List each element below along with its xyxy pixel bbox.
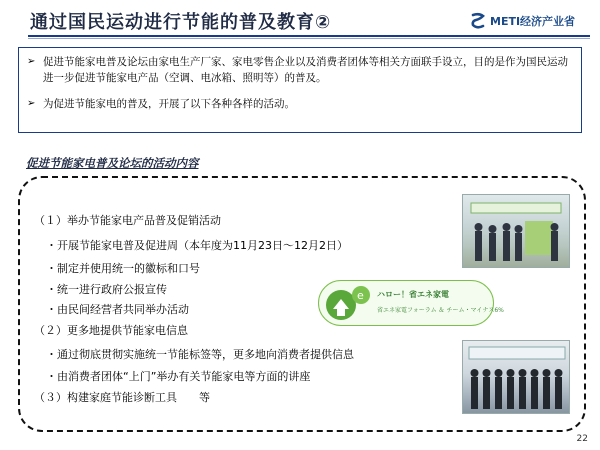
campaign-logo-subtext: 省エネ家電フォーラム ＆ チーム・マイナス6% bbox=[377, 307, 504, 314]
title-bar bbox=[0, 0, 600, 44]
title-underline-secondary bbox=[28, 38, 590, 39]
event-photo-bottom-image bbox=[463, 341, 570, 414]
activity-item: ・制定并使用统一的徽标和口号 bbox=[46, 262, 200, 275]
activity-item: ・通过彻底贯彻实施统一节能标签等，更多地向消费者提供信息 bbox=[46, 348, 354, 361]
campaign-logo-text: ハロー！省エネ家電 bbox=[377, 290, 449, 299]
section-heading: 促进节能家电普及论坛的活动内容 bbox=[26, 156, 199, 170]
summary-text: 为促进节能家电的普及，开展了以下各种各样的活动。 bbox=[43, 98, 295, 110]
svg-text:e: e bbox=[357, 289, 364, 302]
page-title: 通过国民运动进行节能的普及教育② bbox=[30, 12, 332, 33]
summary-item bbox=[27, 54, 573, 86]
activity-item: ・统一进行政府公报宣传 bbox=[46, 283, 167, 296]
summary-box bbox=[18, 47, 582, 133]
page-number: 22 bbox=[576, 434, 588, 444]
activity-heading: （２）更多地提供节能家电信息 bbox=[34, 324, 188, 337]
meti-logo bbox=[470, 12, 575, 30]
arrow-bullet-icon: ➢ bbox=[27, 98, 36, 109]
activity-item: ・开展节能家电普及促进周（本年度为11月23日～12月2日） bbox=[46, 239, 348, 252]
event-photo-bottom bbox=[462, 340, 570, 414]
activity-item: ・由消费者团体“上门”举办有关节能家电等方面的讲座 bbox=[46, 370, 311, 383]
event-photo-top-image bbox=[463, 195, 570, 268]
title-underline bbox=[28, 35, 590, 37]
arrow-bullet-icon: ➢ bbox=[27, 56, 36, 67]
summary-text: 促进节能家电普及论坛由家电生产厂家、家电零售企业以及消费者团体等相关方面联手设立，目的是作为国民运动进一步促进节能家电产品（空调、电冰箱、照明等）的普及。 bbox=[43, 56, 568, 84]
meti-logo-text: METI经济产业省 bbox=[490, 15, 576, 28]
event-photo-top bbox=[462, 194, 570, 268]
meti-logo-icon bbox=[470, 12, 486, 30]
green-leaf-house-icon bbox=[323, 281, 379, 325]
activity-item: ・由民间经营者共同举办活动 bbox=[46, 303, 189, 316]
campaign-logo bbox=[318, 280, 504, 326]
activity-heading: （１）举办节能家电产品普及促销活动 bbox=[34, 214, 221, 227]
activity-heading: （３）构建家庭节能诊断工具 等 bbox=[34, 391, 210, 404]
summary-item bbox=[27, 96, 573, 112]
